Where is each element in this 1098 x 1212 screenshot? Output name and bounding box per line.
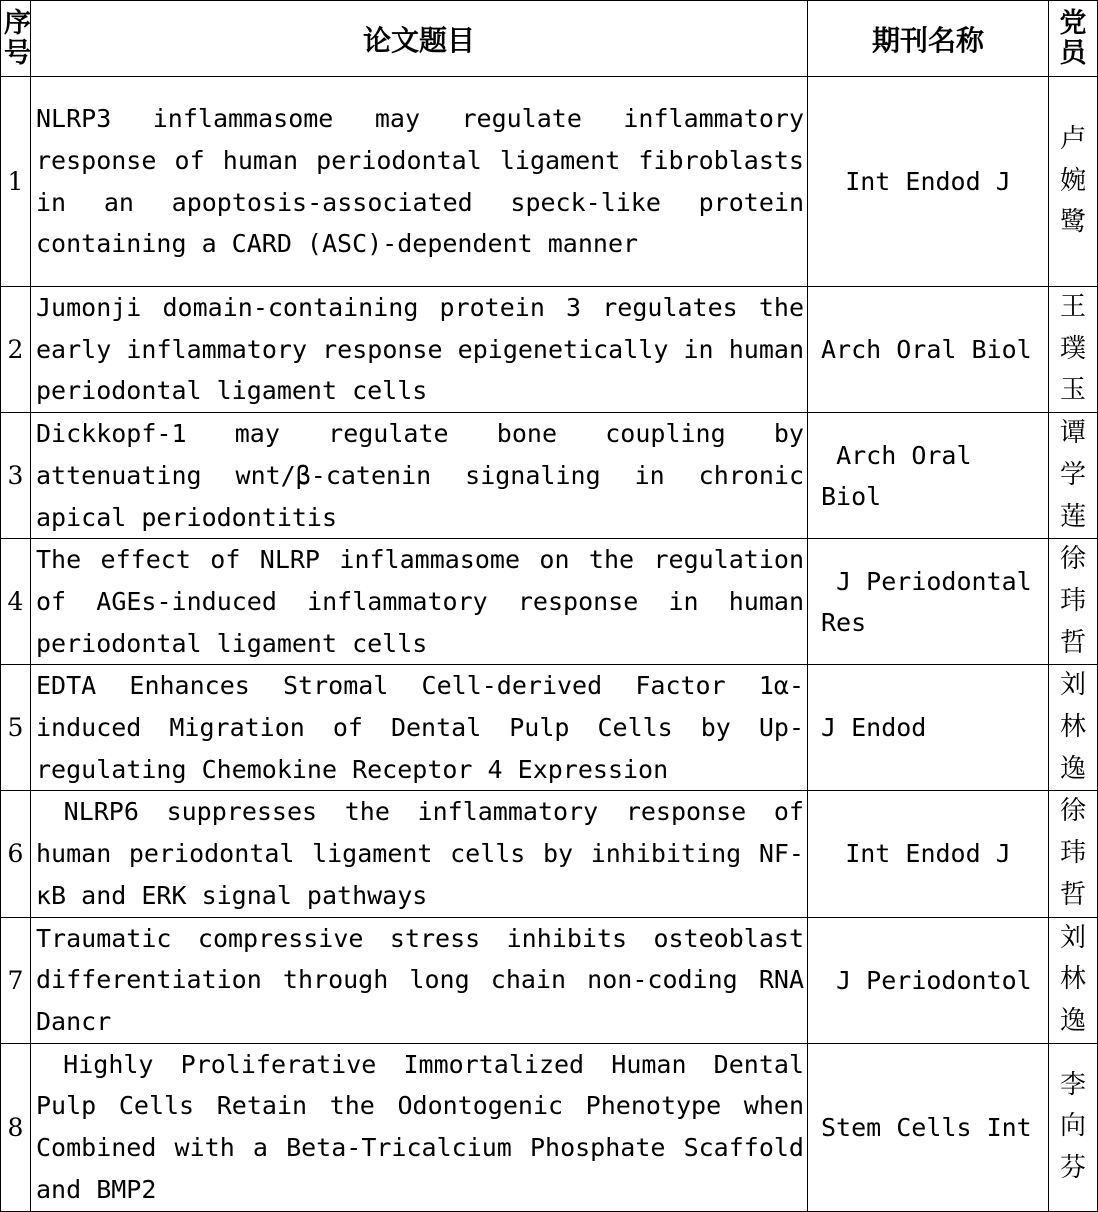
row-number: 7 bbox=[1, 917, 31, 1043]
party-member: 徐玮哲 bbox=[1049, 791, 1098, 917]
journal-name: Int Endod J bbox=[808, 791, 1049, 917]
paper-title: Traumatic compressive stress inhibits osteoblast differentiation through long chain non-coding RNA Dancr bbox=[31, 917, 808, 1043]
header-party-member: 党员 bbox=[1049, 1, 1098, 77]
paper-title: NLRP3 inflammasome may regulate inflammatory response of human periodontal ligament fibroblasts in an apoptosis-associated speck-like protein containing a CARD (ASC)-dependent manner bbox=[31, 77, 808, 287]
row-number: 5 bbox=[1, 665, 31, 791]
party-member: 王璞玉 bbox=[1049, 287, 1098, 413]
journal-name: Int Endod J bbox=[808, 77, 1049, 287]
row-number: 6 bbox=[1, 791, 31, 917]
row-number: 2 bbox=[1, 287, 31, 413]
header-paper-title: 论文题目 bbox=[31, 1, 808, 77]
table-row bbox=[1, 665, 1098, 791]
party-member: 卢婉鹭 bbox=[1049, 77, 1098, 287]
table-row bbox=[1, 539, 1098, 665]
paper-title: NLRP6 suppresses the inflammatory response of human periodontal ligament cells by inhibiting NF-κB and ERK signal pathways bbox=[31, 791, 808, 917]
paper-title: Highly Proliferative Immortalized Human Dental Pulp Cells Retain the Odontogenic Phenotype when Combined with a Beta-Tricalcium Phosphate Scaffold and BMP2 bbox=[31, 1043, 808, 1211]
row-number: 8 bbox=[1, 1043, 31, 1211]
paper-title: Jumonji domain-containing protein 3 regulates the early inflammatory response epigenetically in human periodontal ligament cells bbox=[31, 287, 808, 413]
table-row bbox=[1, 917, 1098, 1043]
paper-title: Dickkopf-1 may regulate bone coupling by attenuating wnt/β-catenin signaling in chronic apical periodontitis bbox=[31, 413, 808, 539]
journal-name: J Periodontal Res bbox=[808, 539, 1049, 665]
party-member: 谭学莲 bbox=[1049, 413, 1098, 539]
table-row bbox=[1, 77, 1098, 287]
journal-name: Arch Oral Biol bbox=[808, 287, 1049, 413]
row-number: 3 bbox=[1, 413, 31, 539]
journal-name: Stem Cells Int bbox=[808, 1043, 1049, 1211]
party-member: 刘林逸 bbox=[1049, 665, 1098, 791]
table-row bbox=[1, 287, 1098, 413]
row-number: 4 bbox=[1, 539, 31, 665]
header-serial-number: 序号 bbox=[1, 1, 31, 77]
journal-name: Arch Oral Biol bbox=[808, 413, 1049, 539]
table-row bbox=[1, 791, 1098, 917]
paper-title: EDTA Enhances Stromal Cell-derived Factor 1α-induced Migration of Dental Pulp Cells by Up-regulating Chemokine Receptor 4 Expression bbox=[31, 665, 808, 791]
party-member: 徐玮哲 bbox=[1049, 539, 1098, 665]
party-member: 李向芬 bbox=[1049, 1043, 1098, 1211]
journal-name: J Periodontol bbox=[808, 917, 1049, 1043]
table-row bbox=[1, 413, 1098, 539]
table-row bbox=[1, 1043, 1098, 1211]
party-member: 刘林逸 bbox=[1049, 917, 1098, 1043]
paper-title: The effect of NLRP inflammasome on the regulation of AGEs-induced inflammatory response in human periodontal ligament cells bbox=[31, 539, 808, 665]
header-row bbox=[1, 1, 1098, 77]
journal-name: J Endod bbox=[808, 665, 1049, 791]
header-journal-name: 期刊名称 bbox=[808, 1, 1049, 77]
row-number: 1 bbox=[1, 77, 31, 287]
